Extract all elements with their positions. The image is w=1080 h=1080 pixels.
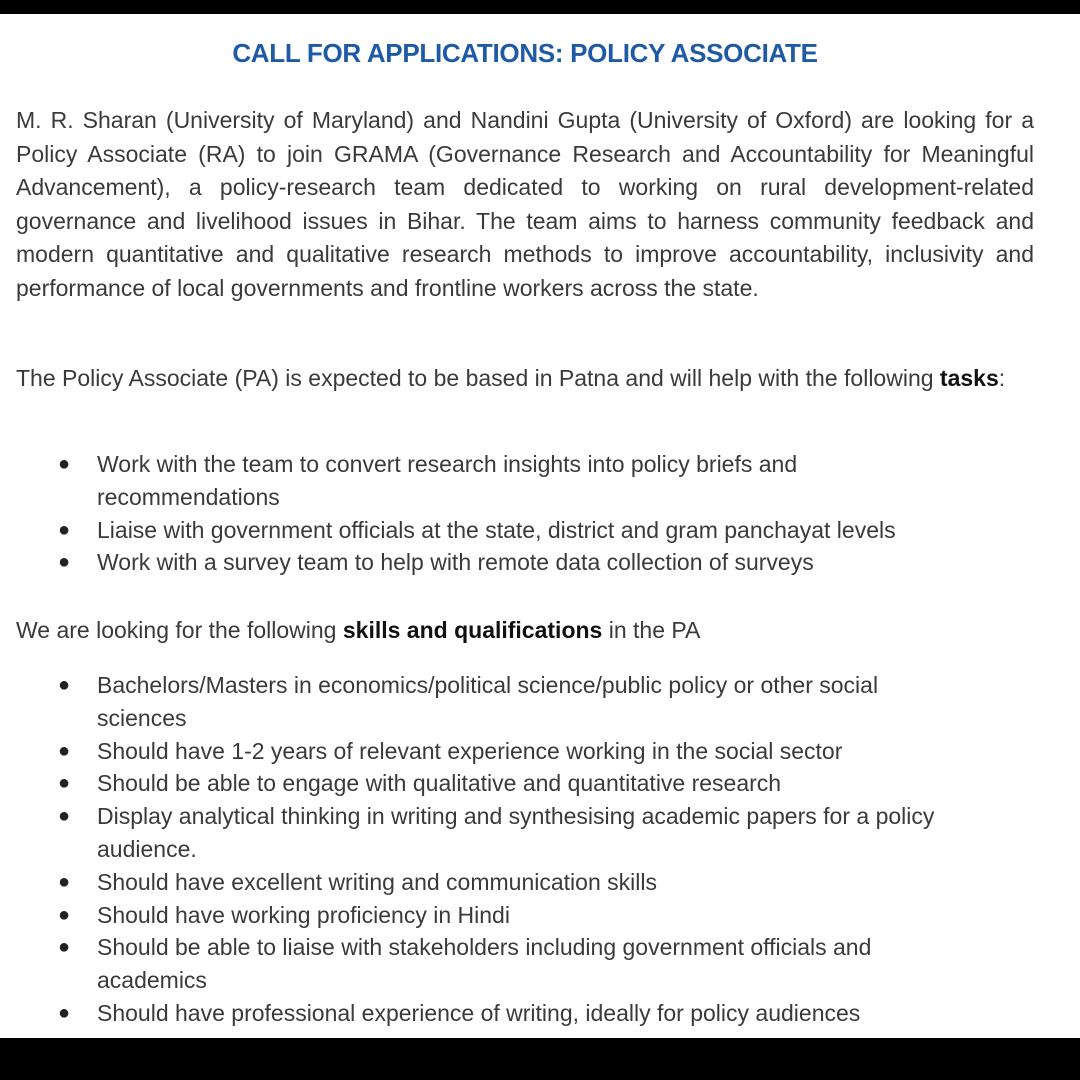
- skill-text: Should have professional experience of writing, ideally for policy audiences: [97, 999, 861, 1026]
- document-page: [0, 14, 1080, 1038]
- list-item: [16, 514, 1034, 547]
- list-item: [16, 866, 1034, 899]
- list-item: [16, 931, 1034, 997]
- list-item: [16, 767, 1034, 800]
- skill-text: Display analytical thinking in writing and synthesising academic papers for a policy audience.: [97, 803, 935, 862]
- bullet-icon: ●: [58, 805, 71, 828]
- bullet-icon: ●: [58, 936, 71, 959]
- bullet-icon: ●: [58, 453, 71, 475]
- bullet-icon: ●: [58, 1001, 71, 1024]
- skill-text: Should have excellent writing and communication skills: [97, 868, 657, 895]
- bullet-icon: ●: [58, 739, 71, 762]
- list-item: [16, 669, 1034, 735]
- intro-paragraph: M. R. Sharan (University of Maryland) and Nandini Gupta (University of Oxford) are looking for a Policy Associate (RA) to join GRAMA (Governance Research and Accountability for Meaningful Advancement), a policy-research team dedicated to working on rural development-related governance and livelihood issues in Bihar. The team aims to harness community feedback and modern quantitative and qualitative research methods to improve accountability, inclusivity and performance of local governments and frontline workers across the state.: [16, 107, 1034, 301]
- bullet-icon: ●: [58, 551, 71, 574]
- skill-text: Should have working proficiency in Hindi: [97, 901, 510, 928]
- list-item: [16, 735, 1034, 768]
- tasks-intro-bold: tasks: [939, 365, 999, 391]
- bullet-icon: ●: [58, 870, 71, 893]
- skills-intro-suffix: in the PA: [602, 617, 701, 643]
- tasks-intro-suffix: :: [998, 365, 1006, 391]
- list-item: [16, 448, 1034, 514]
- tasks-intro-text: The Policy Associate (PA) is expected to be based in Patna and will help with the following: [16, 365, 940, 391]
- list-item: [16, 800, 1034, 866]
- tasks-list: [16, 448, 1034, 579]
- bullet-icon: ●: [58, 772, 71, 795]
- skills-intro-bold: skills and qualifications: [342, 617, 603, 643]
- tasks-intro-paragraph: [16, 362, 1034, 396]
- list-item: [16, 899, 1034, 932]
- list-item: [16, 997, 1034, 1030]
- skills-intro-paragraph: [16, 614, 1034, 648]
- bullet-icon: ●: [58, 674, 71, 696]
- skill-text: Should have 1-2 years of relevant experience working in the social sector: [97, 737, 843, 764]
- task-text: Work with a survey team to help with remote data collection of surveys: [97, 549, 814, 576]
- skill-text: Bachelors/Masters in economics/political science/public policy or other social sciences: [97, 672, 879, 731]
- page-title: CALL FOR APPLICATIONS: POLICY ASSOCIATE: [232, 38, 818, 68]
- skills-list: [16, 669, 1034, 1030]
- list-item: [16, 546, 1034, 579]
- skill-text: Should be able to liaise with stakeholders including government officials and academics: [97, 934, 872, 994]
- skill-text: Should be able to engage with qualitative and quantitative research: [97, 770, 782, 797]
- bullet-icon: ●: [58, 518, 71, 541]
- task-text: Work with the team to convert research insights into policy briefs and recommendations: [97, 451, 798, 510]
- bullet-icon: ●: [58, 903, 71, 926]
- task-text: Liaise with government officials at the state, district and gram panchayat levels: [97, 516, 896, 543]
- skills-intro-text: We are looking for the following: [16, 617, 343, 643]
